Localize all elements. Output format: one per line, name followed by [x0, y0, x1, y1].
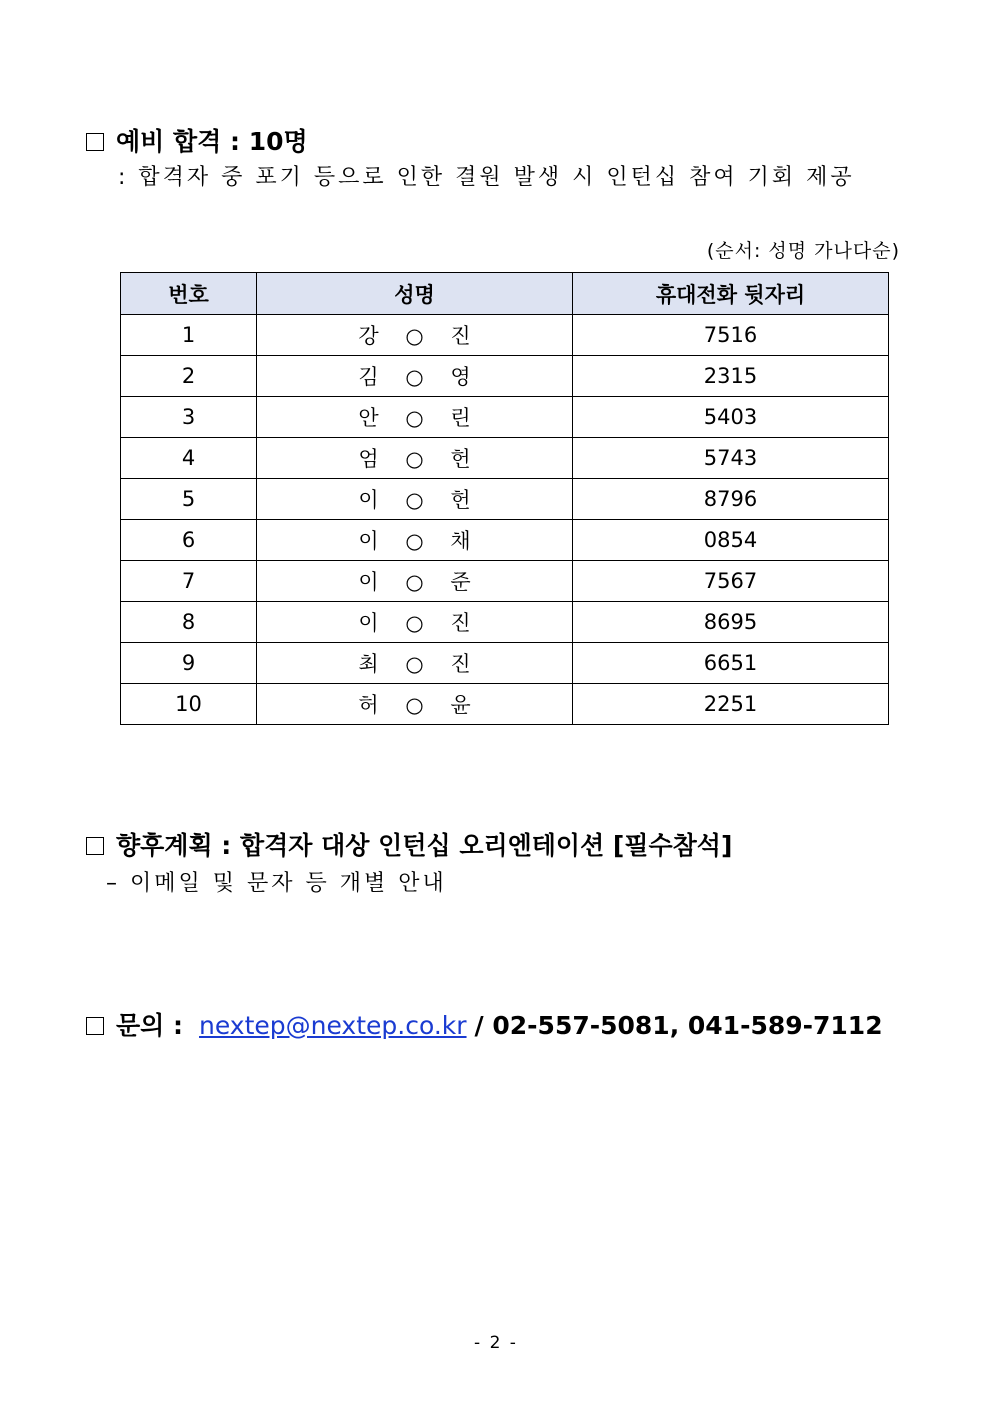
header-phone-suffix: 휴대전화 뒷자리	[573, 273, 889, 315]
cell-phone: 2315	[573, 356, 889, 397]
cell-phone: 5743	[573, 438, 889, 479]
table-row	[121, 561, 889, 602]
section-contact-heading	[86, 1006, 883, 1042]
cell-phone: 0854	[573, 520, 889, 561]
cell-phone: 7567	[573, 561, 889, 602]
checkbox-square-icon	[86, 837, 104, 855]
table-row	[121, 643, 889, 684]
reserve-candidates-table	[120, 272, 889, 725]
cell-name: 이 ○ 헌	[257, 479, 573, 520]
table-row	[121, 356, 889, 397]
cell-number: 6	[121, 520, 257, 561]
cell-number: 2	[121, 356, 257, 397]
cell-phone: 7516	[573, 315, 889, 356]
cell-name: 김 ○ 영	[257, 356, 573, 397]
table-row	[121, 520, 889, 561]
cell-number: 1	[121, 315, 257, 356]
cell-name: 최 ○ 진	[257, 643, 573, 684]
cell-number: 10	[121, 684, 257, 725]
cell-name: 이 ○ 진	[257, 602, 573, 643]
cell-name: 허 ○ 윤	[257, 684, 573, 725]
contact-label: 문의 :	[116, 1011, 184, 1040]
table-row	[121, 438, 889, 479]
section-plan-description: – 이메일 및 문자 등 개별 안내	[106, 871, 447, 896]
header-number: 번호	[121, 273, 257, 315]
cell-number: 9	[121, 643, 257, 684]
cell-number: 3	[121, 397, 257, 438]
cell-name: 이 ○ 준	[257, 561, 573, 602]
table-row	[121, 397, 889, 438]
cell-phone: 6651	[573, 643, 889, 684]
cell-number: 4	[121, 438, 257, 479]
cell-number: 5	[121, 479, 257, 520]
section-plan-title: 향후계획 : 합격자 대상 인턴십 오리엔테이션 [필수참석]	[116, 831, 733, 860]
section-reserve-description: : 합격자 중 포기 등으로 인한 결원 발생 시 인턴십 참여 기회 제공	[118, 165, 855, 190]
order-note: (순서: 성명 가나다순)	[706, 240, 900, 262]
table-row	[121, 602, 889, 643]
cell-name: 이 ○ 채	[257, 520, 573, 561]
checkbox-square-icon	[86, 133, 104, 151]
contact-phone: / 02-557-5081, 041-589-7112	[474, 1011, 883, 1040]
table-header-row	[121, 273, 889, 315]
table-row	[121, 684, 889, 725]
contact-email-link[interactable]: nextep@nextep.co.kr	[199, 1011, 467, 1040]
cell-phone: 8796	[573, 479, 889, 520]
cell-name: 안 ○ 린	[257, 397, 573, 438]
cell-name: 강 ○ 진	[257, 315, 573, 356]
section-reserve-title: 예비 합격 : 10명	[116, 127, 308, 156]
cell-number: 7	[121, 561, 257, 602]
cell-name: 엄 ○ 헌	[257, 438, 573, 479]
cell-phone: 8695	[573, 602, 889, 643]
page-number: - 2 -	[474, 1333, 518, 1353]
table-row	[121, 315, 889, 356]
section-reserve-heading	[86, 122, 308, 158]
section-plan-heading	[86, 826, 732, 862]
header-name: 성명	[257, 273, 573, 315]
cell-phone: 5403	[573, 397, 889, 438]
checkbox-square-icon	[86, 1017, 104, 1035]
cell-phone: 2251	[573, 684, 889, 725]
cell-number: 8	[121, 602, 257, 643]
table-row	[121, 479, 889, 520]
